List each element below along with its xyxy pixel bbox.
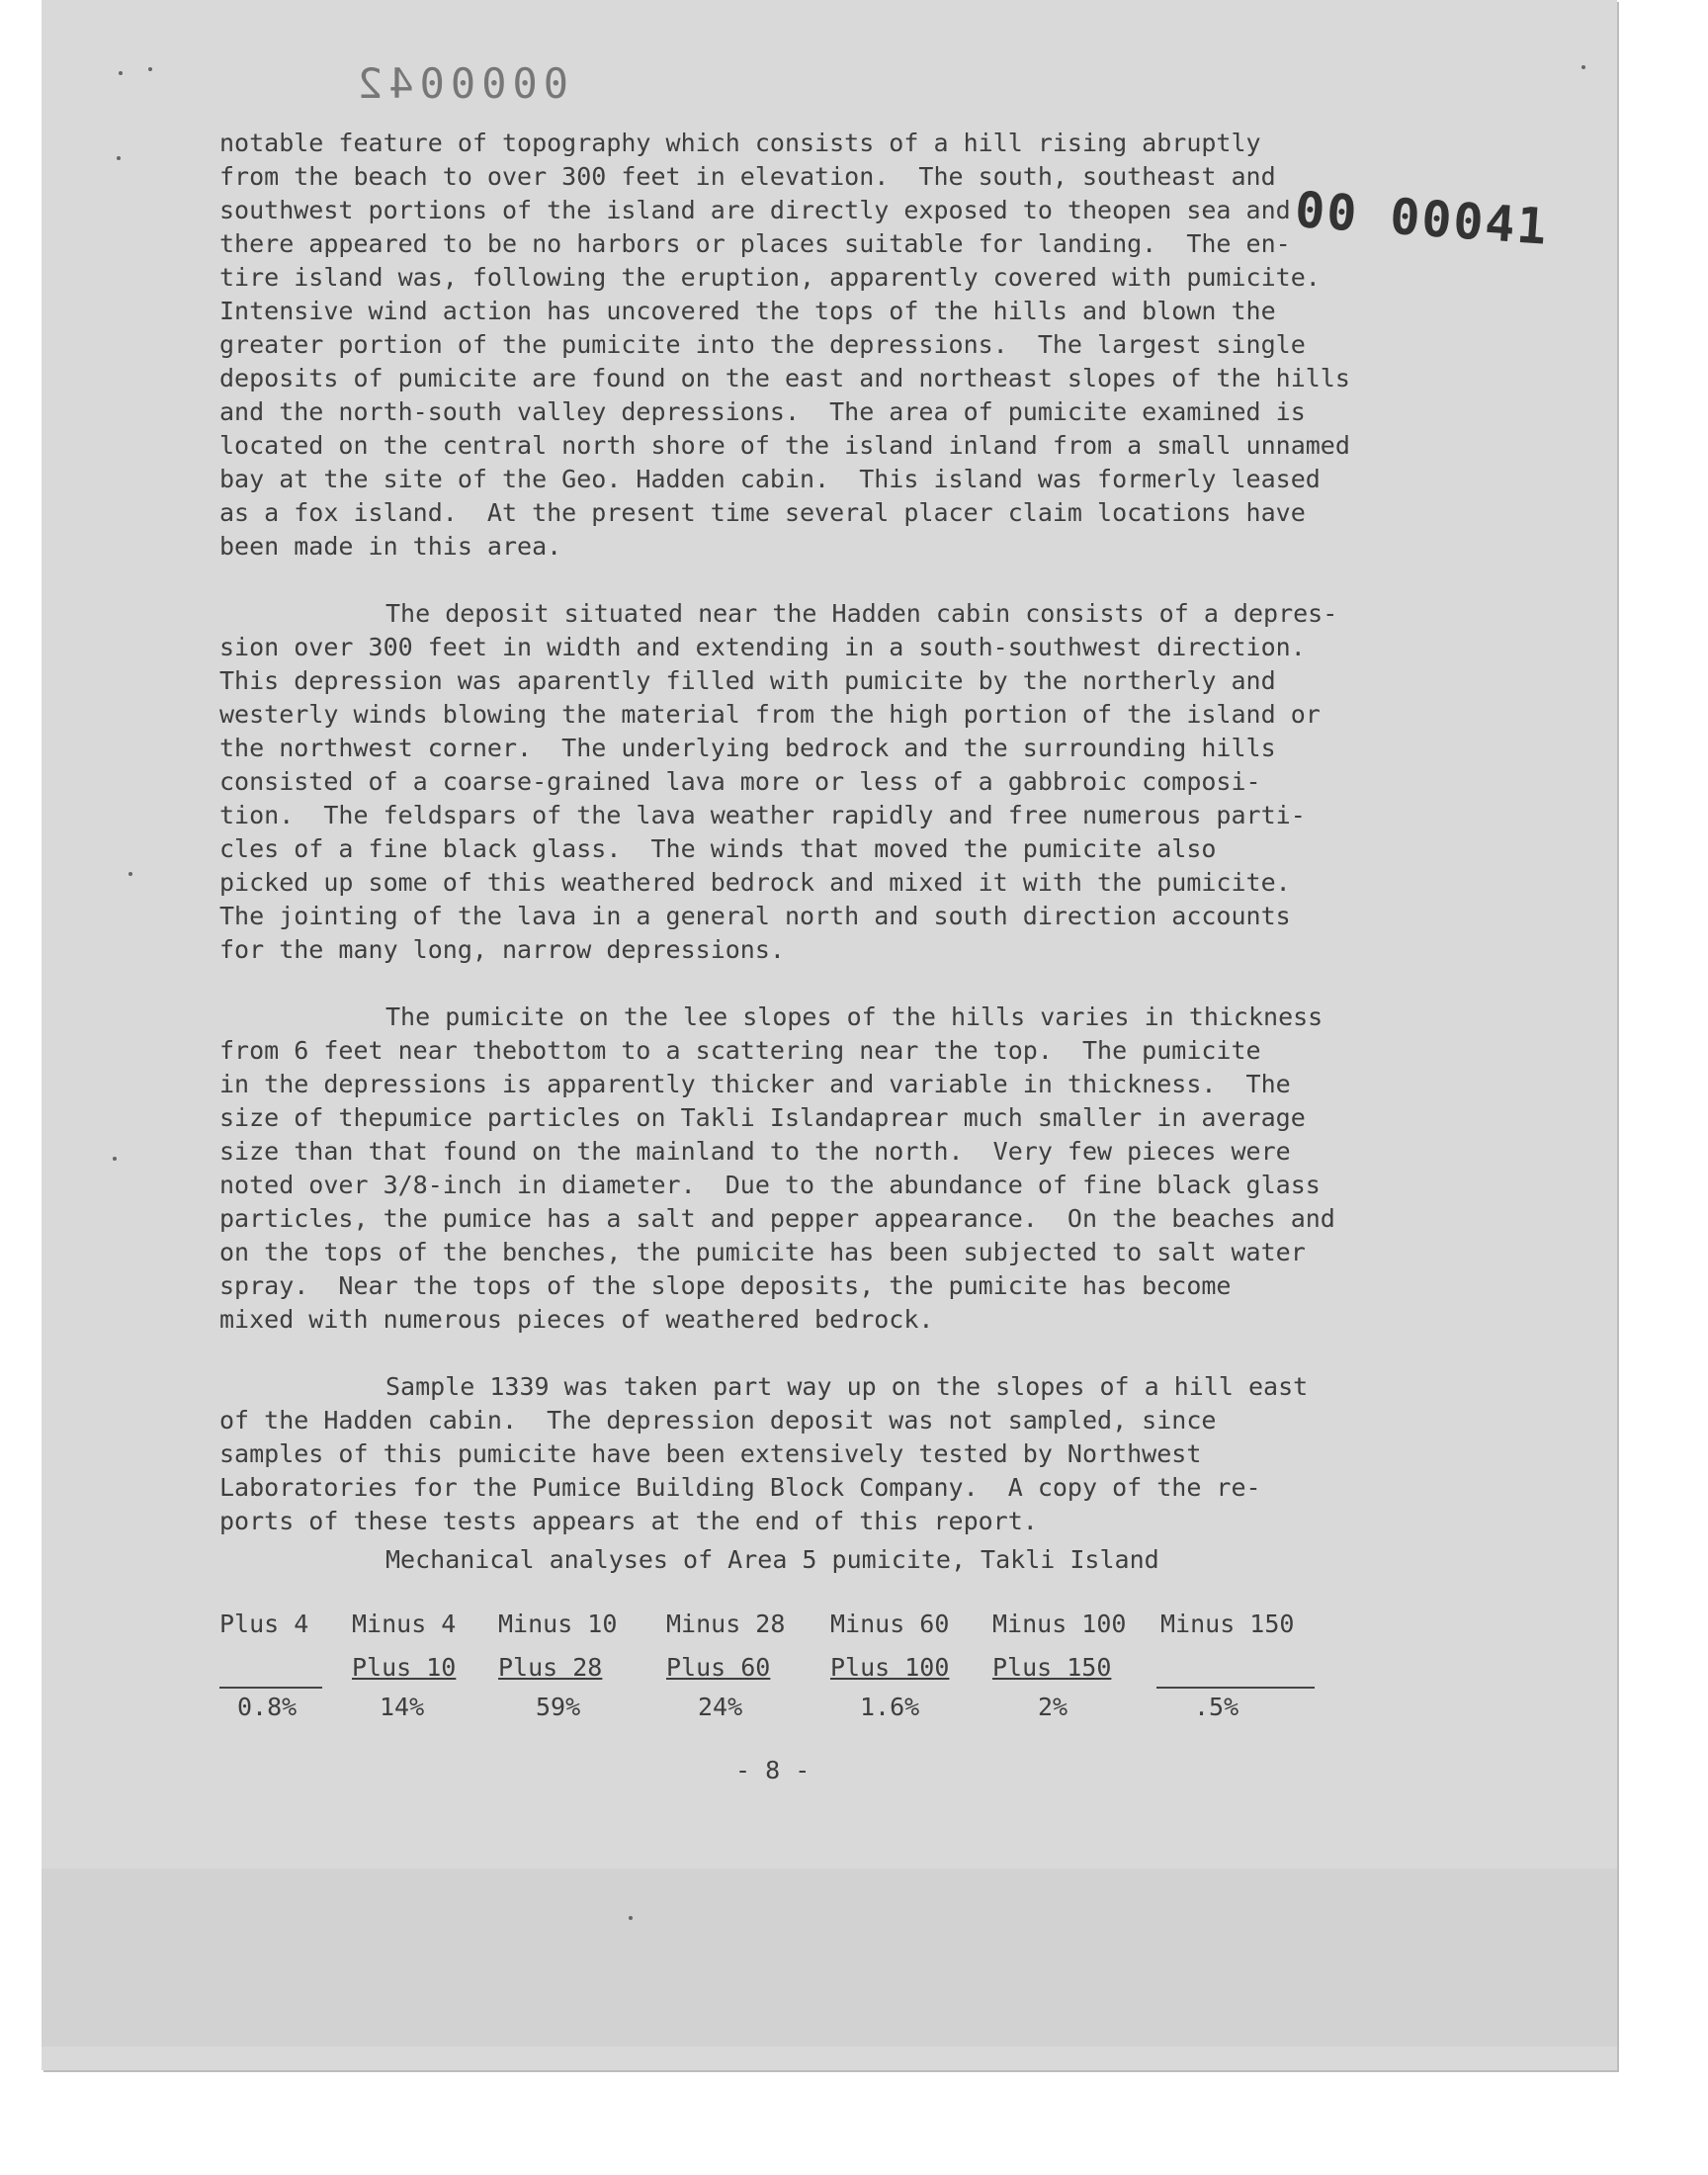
top-stamp-number: 0000042	[352, 59, 569, 108]
column-header: Minus 100	[992, 1610, 1127, 1638]
text-line: spray. Near the tops of the slope deposits, the pumicite has become	[219, 1271, 1232, 1300]
text-line: located on the central north shore of the island inland from a small unnamed	[219, 431, 1350, 460]
text-line: notable feature of topography which consists of a hill rising abruptly	[219, 129, 1261, 157]
text-line: westerly winds blowing the material from the high portion of the island or	[219, 700, 1321, 729]
column-header: Minus 28	[666, 1610, 786, 1638]
column-value: 2%	[1038, 1693, 1068, 1721]
text-line: tire island was, following the eruption, apparently covered with pumicite.	[219, 263, 1321, 292]
text-line: particles, the pumice has a salt and pepper appearance. On the beaches and	[219, 1204, 1335, 1233]
text-line: Laboratories for the Pumice Building Block Company. A copy of the re-	[219, 1473, 1261, 1502]
text-line: bay at the site of the Geo. Hadden cabin. This island was formerly leased	[219, 465, 1321, 493]
page-number: - 8 -	[735, 1756, 811, 1784]
text-line: and the north-south valley depressions. The area of pumicite examined is	[219, 397, 1306, 426]
speck	[113, 1157, 117, 1161]
text-line: southwest portions of the island are directly exposed to theopen sea and	[219, 196, 1291, 224]
column-subheader: Plus 100	[830, 1653, 950, 1682]
text-line: Sample 1339 was taken part way up on the slopes of a hill east	[385, 1372, 1309, 1401]
speck	[128, 872, 132, 876]
column-value: 59%	[536, 1693, 581, 1721]
column-subheader: Plus 10	[352, 1653, 457, 1682]
text-line: of the Hadden cabin. The depression deposit was not sampled, since	[219, 1406, 1217, 1435]
column-rule	[219, 1687, 322, 1689]
text-line: tion. The feldspars of the lava weather rapidly and free numerous parti-	[219, 801, 1306, 829]
column-value: 0.8%	[237, 1693, 298, 1721]
text-line: in the depressions is apparently thicker and variable in thickness. The	[219, 1070, 1291, 1098]
paragraph-3	[219, 1000, 1534, 1337]
text-line: as a fox island. At the present time several placer claim locations have	[219, 498, 1306, 527]
column-value: .5%	[1194, 1693, 1239, 1721]
right-stamp-number: 00 00041	[1293, 181, 1551, 256]
body-text	[219, 127, 1534, 1572]
text-line: This depression was aparently filled with pumicite by the northerly and	[219, 666, 1276, 695]
speck	[148, 67, 152, 71]
column-value: 24%	[698, 1693, 743, 1721]
table-title: Mechanical analyses of Area 5 pumicite, Takli Island	[385, 1545, 1159, 1574]
column-value: 14%	[380, 1693, 425, 1721]
text-line: ports of these tests appears at the end of this report.	[219, 1507, 1038, 1535]
column-subheader: Plus 60	[666, 1653, 771, 1682]
column-subheader: Plus 150	[992, 1653, 1112, 1682]
text-line: from the beach to over 300 feet in elevation. The south, southeast and	[219, 162, 1276, 191]
text-line: there appeared to be no harbors or places suitable for landing. The en-	[219, 229, 1291, 258]
paragraph-1	[219, 127, 1534, 564]
column-header: Minus 150	[1160, 1610, 1295, 1638]
text-line: mixed with numerous pieces of weathered bedrock.	[219, 1305, 934, 1334]
text-line: picked up some of this weathered bedrock and mixed it with the pumicite.	[219, 868, 1291, 897]
text-line: from 6 feet near thebottom to a scattering near the top. The pumicite	[219, 1036, 1261, 1065]
text-line: size than that found on the mainland to the north. Very few pieces were	[219, 1137, 1291, 1166]
text-line: sion over 300 feet in width and extending in a south-southwest direction.	[219, 633, 1306, 661]
text-line: cles of a fine black glass. The winds that moved the pumicite also	[219, 834, 1217, 863]
column-header: Minus 4	[352, 1610, 457, 1638]
column-header: Minus 10	[498, 1610, 618, 1638]
speck	[1581, 65, 1585, 69]
column-subheader: Plus 28	[498, 1653, 603, 1682]
paragraph-2	[219, 597, 1534, 967]
text-line: The deposit situated near the Hadden cabin consists of a depres-	[385, 599, 1338, 628]
paragraph-4	[219, 1370, 1534, 1538]
text-line: Intensive wind action has uncovered the tops of the hills and blown the	[219, 297, 1276, 325]
column-value: 1.6%	[860, 1693, 920, 1721]
text-line: size of thepumice particles on Takli Islandaprear much smaller in average	[219, 1103, 1306, 1132]
text-line: the northwest corner. The underlying bedrock and the surrounding hills	[219, 734, 1276, 762]
text-line: for the many long, narrow depressions.	[219, 935, 785, 964]
text-line: consisted of a coarse-grained lava more or less of a gabbroic composi-	[219, 767, 1261, 796]
text-line: on the tops of the benches, the pumicite has been subjected to salt water	[219, 1238, 1306, 1266]
column-header: Plus 4	[219, 1610, 309, 1638]
text-line: been made in this area.	[219, 532, 562, 561]
speck	[629, 1916, 633, 1920]
text-line: The pumicite on the lee slopes of the hills varies in thickness	[385, 1002, 1324, 1031]
column-rule	[1156, 1687, 1315, 1689]
mechanical-analysis-table	[219, 1610, 1336, 1728]
text-line: The jointing of the lava in a general north and south direction accounts	[219, 902, 1291, 930]
text-line: noted over 3/8-inch in diameter. Due to the abundance of fine black glass	[219, 1171, 1321, 1199]
text-line: samples of this pumicite have been extensively tested by Northwest	[219, 1439, 1202, 1468]
speck	[117, 156, 121, 160]
column-header: Minus 60	[830, 1610, 950, 1638]
text-line: greater portion of the pumicite into the depressions. The largest single	[219, 330, 1306, 359]
text-line: deposits of pumicite are found on the east and northeast slopes of the hills	[219, 364, 1350, 392]
speck	[119, 71, 123, 75]
